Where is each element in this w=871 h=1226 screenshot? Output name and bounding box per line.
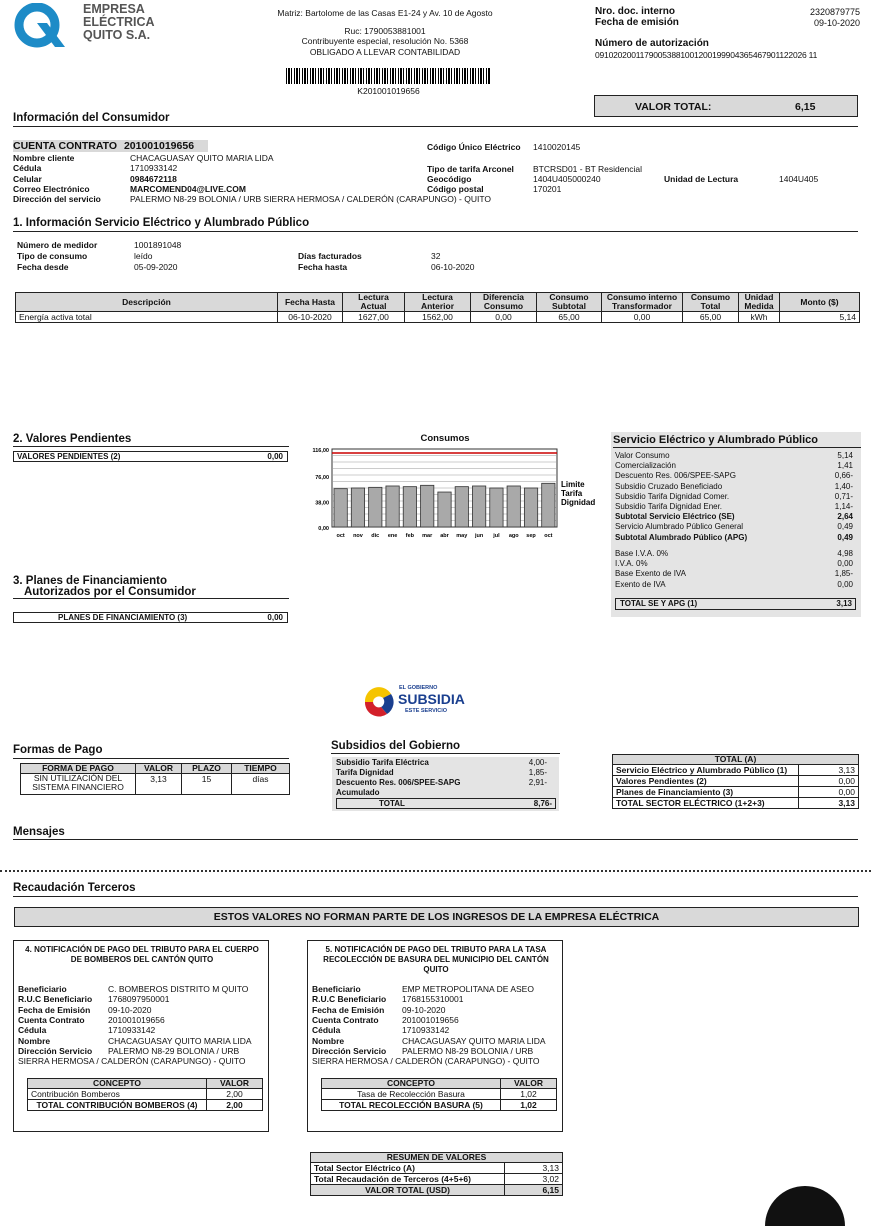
field-value: 201001019656 [108,1015,165,1025]
field-value: CHACAGUASAY QUITO MARIA LIDA [108,1036,252,1046]
field-value: 1404U405 [779,174,819,184]
company-info: Matriz: Bartolome de las Casas E1-24 y Av. 10 de Agosto Ruc: 1790053881001 Contribuyente especial, resolución No. 5368 OBLIGADO A LLEVAR CONTABILIDAD [277,8,493,57]
table-header-row [311,1153,563,1163]
servicio-row-label: Base Exento de IVA [615,569,687,579]
field-label: Cuenta Contrato [312,1015,379,1025]
divider [13,839,858,840]
table-row [28,1089,263,1100]
field-value: 1710933142 [402,1025,450,1035]
field-label: Dirección Servicio [312,1046,387,1056]
field-label: Código postal [427,184,484,194]
pendientes-box [13,451,288,462]
pendientes-label: VALORES PENDIENTES (2) [17,452,121,461]
field-label: Fecha de Emisión [312,1005,385,1015]
table-cell: Planes de Financiamiento (3) [613,787,799,798]
field-label: Tipo de consumo [17,251,88,261]
servicio-row-label: Subtotal Alumbrado Público (APG) [615,532,748,542]
table-cell: TOTAL RECOLECCIÓN BASURA (5) [322,1100,501,1111]
table-cell: Tasa de Recolección Basura [322,1089,501,1100]
servicio-row-value: 0,49 [837,522,853,532]
chart-title: Consumos [420,433,470,444]
servicio-row-label: Valor Consumo [615,451,670,460]
servicio-row-value: 0,71- [834,491,853,501]
table-cell: 0,00 [602,312,683,323]
valor-total-box [594,95,858,117]
field-label: Beneficiario [312,984,361,994]
field-label: Dirección del servicio [13,194,101,204]
consumption-chart [300,444,610,544]
column-header: Monto ($) [780,293,860,312]
subsidio-label: Tarifa Dignidad [336,768,394,777]
basura-rows [312,984,562,1064]
column-header: CONCEPTO [322,1079,501,1089]
field-value: 05-09-2020 [134,262,178,272]
table-cell: 2,00 [207,1089,263,1100]
field-label: Geocódigo [427,174,472,184]
chart-bar [524,488,537,527]
logo-q-icon [13,3,73,53]
column-header: VALOR [207,1079,263,1089]
chart-bar [403,487,416,527]
table-cell: 0,00 [471,312,537,323]
fecha-value: 09-10-2020 [813,18,860,28]
servicio-row-label: Base I.V.A. 0% [615,549,669,558]
barcode [286,68,491,84]
servicio-row-value: 0,00 [837,579,853,589]
field-value: 1768155310001 [402,994,464,1004]
table-row [613,798,859,809]
doc-label: Nro. doc. interno [595,6,675,17]
subsidia-main: SUBSIDIA [398,691,465,707]
field-value: 0984672118 [130,174,177,184]
table-cell: 06-10-2020 [278,312,343,323]
table-cell: 6,15 [505,1185,563,1196]
divider [13,758,289,759]
chart-bar [386,486,399,527]
divider [13,598,289,599]
chart-y-tick: 116,00 [312,448,329,454]
table-header-row [21,764,290,774]
column-header: VALOR [501,1079,557,1089]
bomberos-table [27,1078,263,1111]
table-cell: Energía activa total [16,312,278,323]
bomberos-box [13,940,269,1132]
table-row [311,1163,563,1174]
field-value: CHACAGUASAY QUITO MARIA LIDA [402,1036,546,1046]
bomberos-rows [18,984,268,1064]
table-cell: 15 [182,774,232,795]
table-cell: 65,00 [537,312,602,323]
column-header: FORMA DE PAGO [21,764,136,774]
field-label: Nombre cliente [13,153,75,163]
table-cell: 3,02 [505,1174,563,1185]
table-cell: SIN UTILIZACIÓN DEL SISTEMA FINANCIERO [21,774,136,795]
table-row [21,774,290,795]
field-label: Dirección Servicio [18,1046,93,1056]
mensajes-title: Mensajes [13,826,65,838]
table-cell: 65,00 [683,312,739,323]
field-value: 1768097950001 [108,994,170,1004]
subsidio-value: 4,00- [528,758,547,767]
column-header: Fecha Hasta [278,293,343,312]
table-cell: 1,02 [501,1089,557,1100]
servicio-row-label: Exento de IVA [615,579,666,589]
consumer-rows [13,153,493,208]
column-header: Diferencia Consumo [471,293,537,312]
field-value: 1404U405000240 [533,174,601,184]
subsidia-emblem-icon [361,684,397,720]
field-label: Días facturados [298,251,362,261]
terceros-title: Recaudación Terceros [13,882,136,894]
planes-value: 0,00 [267,613,283,622]
column-header: CONCEPTO [28,1079,207,1089]
field-label: Fecha desde [17,262,69,272]
chart-y-tick: 38,00 [315,500,329,507]
chart-x-tick: ene [387,533,398,539]
field-value: SIERRA HERMOSA / CALDERÓN (CARAPUNGO) - QUITO [312,1056,540,1066]
table-cell: 2,00 [207,1100,263,1111]
divider [13,126,858,127]
divider [613,447,861,448]
pendientes-value: 0,00 [267,452,283,461]
subsidio-value: 2,91- [528,778,547,787]
column-header: Consumo Total [683,293,739,312]
field-value: PALERMO N8-29 BOLONIA / URB [402,1046,534,1056]
field-value: 1410020145 [533,142,581,152]
field-label: Cédula [18,1025,47,1035]
field-value: 09-10-2020 [402,1005,446,1015]
field-label: Unidad de Lectura [664,174,739,184]
planes-title: 3. Planes de Financiamiento Autorizados por el Consumidor [13,575,196,598]
table-cell: 3,13 [505,1163,563,1174]
subsidios-total-label: TOTAL [379,799,405,808]
subsidia-bottom: ESTE SERVICIO [405,708,448,714]
resumen-table [310,1152,563,1196]
basura-box [307,940,563,1132]
table-cell: 1627,00 [343,312,405,323]
basura-table [321,1078,557,1111]
table-cell: TOTAL CONTRIBUCIÓN BOMBEROS (4) [28,1100,207,1111]
field-label: Número de medidor [17,240,98,250]
chart-limit-label: Tarifa [561,489,583,498]
servicio-row-label: Servicio Alumbrado Público General [615,522,744,532]
field-value: 1001891048 [134,240,182,250]
bomberos-title: 4. NOTIFICACIÓN DE PAGO DEL TRIBUTO PARA EL CUERPO DE BOMBEROS DEL CANTÓN QUITO [25,945,259,964]
field-value: C. BOMBEROS DISTRITO M QUITO [108,984,249,994]
chart-x-tick: feb [405,533,415,539]
column-header: Lectura Anterior [405,293,471,312]
field-label: R.U.C Beneficiario [18,994,93,1004]
servicio-row-value: 0,00 [837,559,853,569]
chart-bar [369,487,382,527]
subsidios-box [332,757,559,811]
chart-x-tick: may [456,533,468,539]
table-cell: 1562,00 [405,312,471,323]
table-header-row [28,1079,263,1089]
chart-bar [542,483,555,527]
table-header-row [613,755,859,765]
servicio-row-label: Descuento Res. 006/SPEE-SAPG [615,471,736,481]
table-cell: 0,00 [799,787,859,798]
table-row [311,1174,563,1185]
formas-table [20,763,290,795]
column-header: Consumo Subtotal [537,293,602,312]
column-header: Unidad Medida [739,293,780,312]
consumption-table [15,292,860,323]
servicio-row-value: 0,66- [834,471,853,481]
table-cell: días [232,774,290,795]
total-a-table [612,754,859,809]
field-value: 32 [431,251,441,261]
consumer-title: Información del Consumidor [13,112,170,124]
chart-y-tick: 0,00 [318,526,329,532]
field-value: PALERMO N8-29 BOLONIA / URB SIERRA HERMOSA / CALDERÓN (CARAPUNGO) - QUITO [130,194,492,204]
chart-limit-label: Limite [561,480,585,489]
chart-x-tick: jul [493,533,500,539]
field-label: Correo Electrónico [13,184,90,194]
field-value: 09-10-2020 [108,1005,152,1015]
table-row [322,1089,557,1100]
subsidios-title: Subsidios del Gobierno [331,740,461,752]
chart-bar [351,488,364,527]
table-header-row [16,293,860,312]
field-value: 1710933142 [108,1025,156,1035]
chart-x-tick: oct [544,533,553,539]
column-header: RESUMEN DE VALORES [311,1153,563,1163]
column-header: Lectura Actual [343,293,405,312]
field-label: R.U.C Beneficiario [312,994,387,1004]
servicio-row-value: 1,14- [834,502,853,511]
servicio-row-label: Subsidio Cruzado Beneficiado [615,481,723,491]
servicio-row-label: Subtotal Servicio Eléctrico (SE) [615,512,735,522]
field-value: CHACAGUASAY QUITO MARIA LIDA [130,153,274,163]
auth-value: 09102020011790053881001200199904365467901122026 11 [595,50,818,60]
servicio-row-value: 2,64 [837,512,853,522]
basura-title: 5. NOTIFICACIÓN DE PAGO DEL TRIBUTO PARA LA TASA RECOLECCIÓN DE BASURA DEL MUNICIPIO DEL CANTÓN QUITO [323,945,549,974]
divider [13,896,858,897]
table-cell: 3,13 [799,765,859,776]
field-value: EMP METROPOLITANA DE ASEO [402,984,534,994]
field-value: PALERMO N8-29 BOLONIA / URB [108,1046,240,1056]
column-header: PLAZO [182,764,232,774]
subsidios-total-value: 8,76- [533,799,552,808]
subsidio-label: Descuento Res. 006/SPEE-SAPG Acumulado [336,778,461,797]
field-value: SIERRA HERMOSA / CALDERÓN (CARAPUNGO) - QUITO [18,1056,246,1066]
table-cell: Total Sector Eléctrico (A) [311,1163,505,1174]
column-header: Consumo interno Transformador [602,293,683,312]
table-cell: TOTAL SECTOR ELÉCTRICO (1+2+3) [613,798,799,809]
table-row [311,1185,563,1196]
column-header: TIEMPO [232,764,290,774]
auth-label: Número de autorización [595,38,709,49]
chart-x-tick: oct [336,533,345,539]
servicio-row-value: 0,49 [837,532,853,542]
chart-bar [334,489,347,527]
table-cell: kWh [739,312,780,323]
field-value: MARCOMEND04@LIVE.COM [130,184,246,194]
field-label: Celular [13,174,42,184]
planes-label: PLANES DE FINANCIAMIENTO (3) [58,613,188,622]
subsidia-logo [361,682,471,722]
field-label: Tipo de tarifa Arconel [427,164,514,174]
field-value: 06-10-2020 [431,262,475,272]
field-label: Fecha de Emisión [18,1005,91,1015]
field-label: Cédula [312,1025,341,1035]
table-cell: Servicio Eléctrico y Alumbrado Público (1) [613,765,799,776]
table-row [16,312,860,323]
subsidia-top: EL GOBIERNO [399,685,438,691]
logo-text: EMPRESA ELÉCTRICA QUITO S.A. [83,2,155,42]
service-rows [17,240,497,275]
servicio-row-label: I.V.A. 0% [615,559,648,569]
servicio-row-label: Comercialización [615,461,676,471]
servicio-row-value: 1,85- [834,569,853,579]
table-cell: 3,13 [799,798,859,809]
field-label: Fecha hasta [298,262,348,272]
chart-limit-label: Dignidad [561,498,596,507]
table-cell: Contribución Bomberos [28,1089,207,1100]
table-row [613,765,859,776]
chart-x-tick: dic [371,533,380,539]
field-label: Nombre [312,1036,345,1046]
cuenta-contrato: CUENTA CONTRATO 201001019656 [13,140,208,152]
servicio-row-value: 4,98 [837,549,853,558]
servicio-row-value: 5,14 [837,451,853,460]
chart-bar [421,485,434,527]
valor-total-label: VALOR TOTAL: [635,101,712,113]
subsidio-value: 1,85- [528,768,547,777]
servicio-total-label: TOTAL SE Y APG (1) [620,599,698,608]
servicio-row-label: Subsidio Tarifa Dignidad Comer. [615,491,730,501]
company-logo [13,3,153,55]
barcode-text: K201001019656 [357,86,420,96]
chart-bar [472,486,485,527]
field-value: BTCRSD01 - BT Residencial [533,164,642,174]
terceros-banner: ESTOS VALORES NO FORMAN PARTE DE LOS INGRESOS DE LA EMPRESA ELÉCTRICA [14,907,859,927]
table-header-row [322,1079,557,1089]
chart-y-tick: 76,00 [315,474,329,481]
chart-bar [455,487,468,527]
column-header: TOTAL (A) [613,755,859,765]
subsidios-total [336,798,556,809]
servicio-row-value: 1,40- [834,481,853,491]
divider [13,446,289,447]
table-cell: Valores Pendientes (2) [613,776,799,787]
servicio-title: Servicio Eléctrico y Alumbrado Público [613,434,818,446]
column-header: VALOR [136,764,182,774]
field-label: Cédula [13,163,42,173]
servicio-row-value: 1,41 [837,461,853,471]
table-cell: 0,00 [799,776,859,787]
table-cell: 1,02 [501,1100,557,1111]
divider [331,753,560,754]
field-label: Beneficiario [18,984,67,994]
valor-total-value: 6,15 [795,101,816,113]
field-value: 170201 [533,184,562,194]
chart-bar [438,492,451,527]
table-row [28,1100,263,1111]
table-cell: VALOR TOTAL (USD) [311,1185,505,1196]
chart-x-tick: jun [474,533,484,539]
formas-title: Formas de Pago [13,744,103,756]
chart-x-tick: nov [353,533,363,539]
chart-x-tick: mar [422,533,433,539]
column-header: Descripción [16,293,278,312]
chart-x-tick: ago [508,533,519,539]
field-label: Cuenta Contrato [18,1015,85,1025]
field-value: 201001019656 [402,1015,459,1025]
planes-box [13,612,288,623]
pendientes-title: 2. Valores Pendientes [13,433,132,445]
chart-x-tick: sep [526,533,536,539]
fecha-label: Fecha de emisión [595,17,679,28]
table-row [613,787,859,798]
doc-value: 2320879775 [809,7,860,17]
servicio-row-label: Subsidio Tarifa Dignidad Ener. [615,502,723,511]
consumer-right [427,142,857,197]
field-value: 1710933142 [130,163,178,173]
table-cell: Total Recaudación de Terceros (4+5+6) [311,1174,505,1185]
field-label: Código Único Eléctrico [427,142,521,152]
servicio-total-value: 3,13 [836,599,852,608]
chart-x-tick: abr [440,533,449,539]
table-row [322,1100,557,1111]
table-row [613,776,859,787]
servicio-panel [611,432,861,617]
dotted-separator [0,870,871,872]
table-cell: 3,13 [136,774,182,795]
servicio-total [615,598,856,610]
service-title: 1. Información Servicio Eléctrico y Alumbrado Público [13,217,310,229]
corner-shape [765,1186,845,1226]
field-value: leído [134,251,153,261]
chart-bar [507,486,520,527]
divider [13,231,858,232]
table-cell: 5,14 [780,312,860,323]
subsidio-label: Subsidio Tarifa Eléctrica [336,758,429,767]
field-label: Nombre [18,1036,51,1046]
chart-bar [490,488,503,527]
